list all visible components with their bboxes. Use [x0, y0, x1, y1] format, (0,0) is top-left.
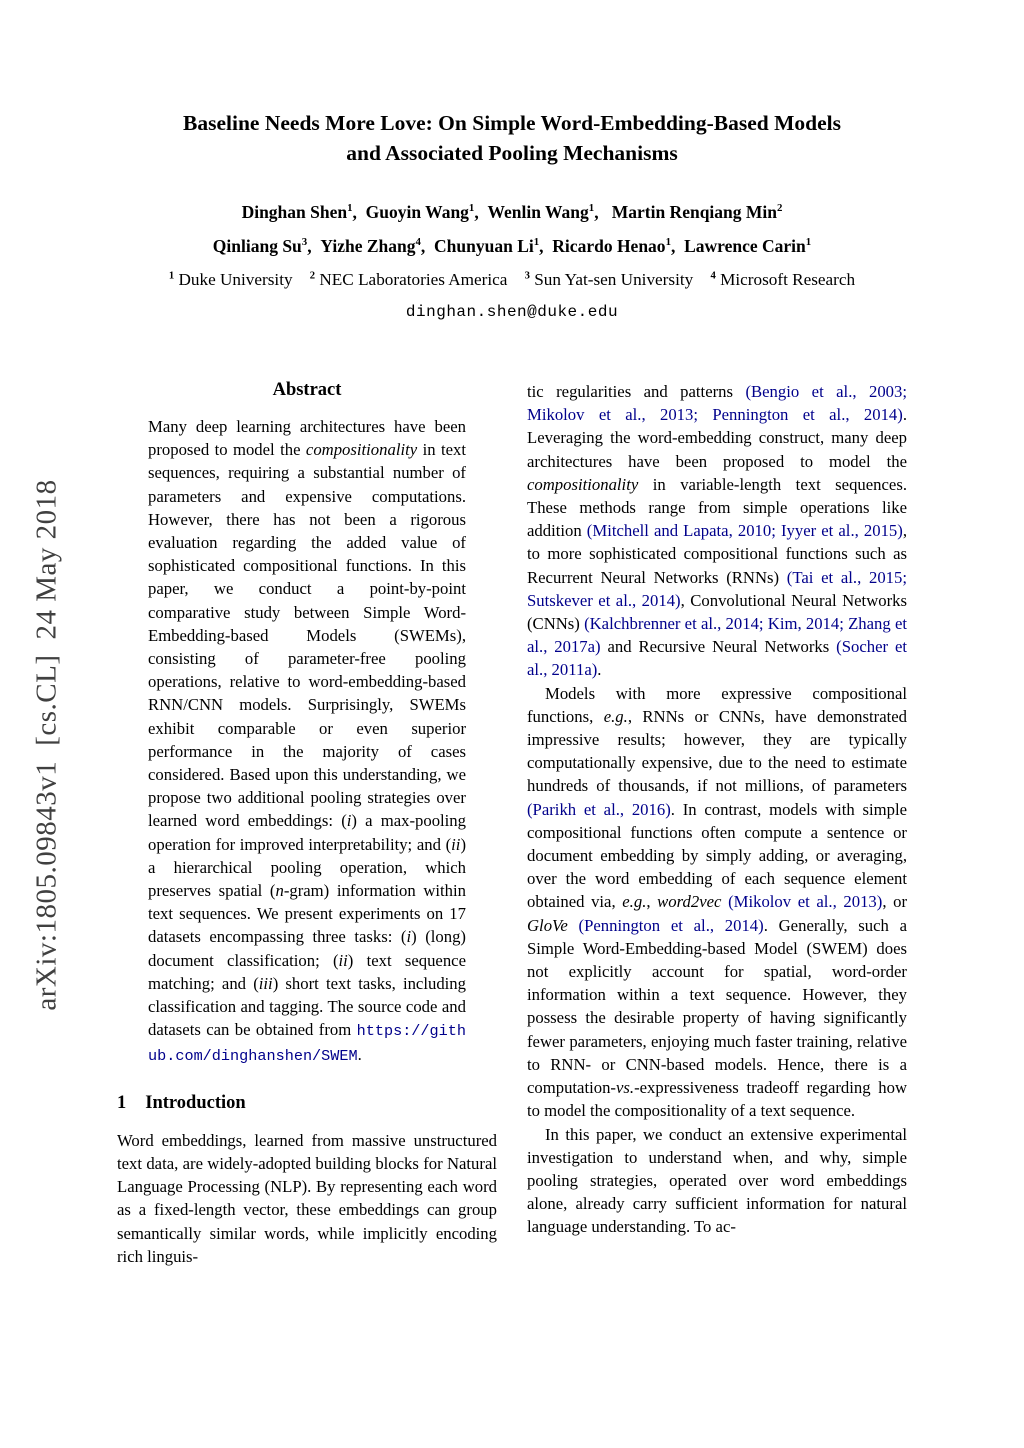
authors-line-1	[0, 202, 1024, 223]
text-run: Microsoft Research	[715, 270, 856, 290]
citation[interactable]: (Kalchbrenner et al., 2014; Kim, 2014; Zhang et al., 2017a)	[527, 614, 908, 657]
text-run: , Chunyuan Li	[420, 236, 534, 257]
text-run: ii	[338, 950, 348, 970]
text-run: . In contrast, models with simple compositional functions often compute a sentence or document embedding by simply adding, or averaging, over the word embedding of each sequence element obtained via,	[527, 799, 907, 912]
citation[interactable]: (Parikh et al., 2016)	[527, 799, 671, 819]
text-run: . Generally, such a Simple Word-Embedding-based Model (SWEM) does not explicitly account for spatial, word-order information within a text sequence. However, they possess the desirable property of having significantly fewer parameters, enjoying much faster training, relative to RNN- or CNN-based models. Hence, there is a computation-	[527, 915, 907, 1098]
text-run: 3	[524, 270, 530, 282]
text-run: , Wenlin Wang	[474, 202, 589, 223]
email-address: dinghan.shen@duke.edu	[405, 303, 619, 322]
arxiv-watermark: arXiv:1805.09843v1 [cs.CL] 24 May 2018	[30, 479, 63, 1011]
text-run: Dinghan Shen	[241, 202, 348, 223]
text-run: 4	[710, 270, 716, 282]
section-number: 1	[117, 1092, 127, 1113]
text-run: ) a hierarchical pooling operation, which preserves spatial (	[148, 834, 466, 901]
citation[interactable]: (Bengio et al., 2003; Mikolov et al., 2013; Pennington et al., 2014)	[527, 382, 907, 425]
text-run: in variable-length text sequences. These methods range from simple operations like addition	[527, 474, 907, 541]
citation[interactable]: (Mikolov et al., 2013)	[728, 892, 883, 912]
intro-paragraph-1	[117, 1129, 497, 1268]
text-run: , Guoyin Wang	[352, 202, 469, 223]
text-run: Models with more expressive compositional functions,	[527, 683, 907, 726]
text-run: 1	[347, 202, 353, 215]
text-run: 1	[468, 202, 475, 215]
text-run: tic regularities and patterns	[527, 382, 746, 401]
text-run: 2	[309, 270, 316, 282]
text-run: . Leveraging the word-embedding construct, many deep architectures have been proposed to model the	[527, 405, 907, 471]
text-run: -gram) information within text sequences. We present experiments on 17 datasets encompassing three tasks: (	[148, 881, 466, 947]
text-run: 2	[777, 202, 783, 215]
text-run: i	[346, 811, 352, 831]
authors-line-2	[0, 236, 1024, 257]
abstract-heading: Abstract	[272, 380, 342, 400]
text-run: compositionality	[527, 474, 639, 494]
hyperlink[interactable]: https://github.com/dinghanshen/SWEM	[148, 1022, 466, 1066]
text-run: Duke University	[174, 270, 310, 290]
section-title: Introduction	[145, 1092, 246, 1113]
text-run: iii	[258, 973, 273, 993]
two-column-body	[117, 380, 907, 1268]
text-run: -expressiveness tradeoff regarding how to model the compositionality of a text sequence.	[527, 1078, 907, 1121]
text-run: ) (long) document classification; (	[148, 927, 466, 970]
citation[interactable]: (Mitchell and Lapata, 2010; Iyyer et al., 2015)	[586, 521, 903, 541]
text-run: , Yizhe Zhang	[307, 236, 416, 257]
paper-header	[0, 108, 1024, 321]
text-run: 3	[301, 236, 308, 249]
text-run: , Martin Renqiang Min	[594, 202, 778, 223]
text-run: , Ricardo Henao	[539, 236, 666, 257]
abstract-paragraph	[148, 415, 466, 1069]
text-run: Many deep learning architectures have been proposed to model the	[148, 417, 466, 460]
text-run: GloVe	[527, 915, 568, 935]
text-run: , RNNs or CNNs, have demonstrated impressive results; however, they are typically computationally expensive, due to the need to estimate hundreds of thousands, if not millions, of parameters	[527, 706, 907, 796]
title-line-1: Baseline Needs More Love: On Simple Word-Embedding-Based Models	[183, 111, 841, 135]
text-run: e.g.	[622, 892, 647, 912]
right-paragraph-2	[527, 682, 907, 1123]
right-paragraph-1	[527, 380, 907, 682]
text-run: ii	[451, 834, 461, 854]
text-run: in text sequences, requiring a substantial number of parameters and expensive computations. However, there has not been a rigorous evaluation regarding the added value of sophisticated compositional functions. In this paper, we conduct a point-by-point comparative study between Simple Word-Embedding-based Models (SWEMs), consisting of parameter-free pooling operations, relative to word-embedding-based RNN/CNN models. Surprisingly, SWEMs exhibit comparable or even superior performance in the majority of cases considered. Based upon this understanding, we propose two additional pooling strategies over learned word embeddings: (	[148, 440, 466, 831]
text-run: In this paper, we conduct an extensive experimental investigation to understand when, and why, simple pooling strategies, operated over word embeddings alone, already carry sufficient information for natural language understanding. To ac-	[527, 1124, 907, 1237]
text-run: Word embeddings, learned from massive unstructured text data, are widely-adopted building blocks for Natural Language Processing (NLP). By representing each word as a fixed-length vector, these embeddings can group semantically similar words, while implicitly encoding rich linguis-	[117, 1130, 497, 1266]
citation[interactable]: (Pennington et al., 2014)	[578, 915, 764, 935]
text-run: , to more sophisticated compositional functions such as Recurrent Neural Networks (RNNs)	[527, 521, 907, 587]
citation[interactable]: (Socher et al., 2011a)	[527, 637, 907, 680]
text-run: i	[406, 927, 412, 947]
text-run: ,	[646, 892, 658, 912]
text-run: 1	[533, 236, 540, 249]
citation[interactable]: (Tai et al., 2015; Sutskever et al., 2014)	[527, 567, 907, 610]
paper-title	[0, 108, 1024, 168]
text-run: .	[357, 1045, 362, 1065]
text-run: NEC Laboratories America	[315, 270, 525, 290]
text-run: vs.	[615, 1078, 635, 1098]
text-run: ) text sequence matching; and (	[148, 950, 466, 993]
text-run: 4	[415, 236, 421, 249]
text-run: , Convolutional Neural Networks (CNNs)	[527, 590, 907, 634]
text-run: .	[597, 660, 602, 680]
text-run: ) a max-pooling operation for improved interpretability; and (	[148, 811, 466, 854]
text-run: 1	[805, 236, 812, 249]
text-run: 1	[665, 236, 671, 249]
right-paragraph-3	[527, 1123, 907, 1239]
text-run: and Recursive Neural Networks	[600, 637, 837, 657]
text-run: n	[275, 881, 284, 901]
section-heading-introduction	[117, 1093, 497, 1114]
text-run: , Lawrence Carin	[670, 236, 806, 257]
text-run: word2vec	[657, 892, 722, 912]
text-run: , or	[882, 892, 908, 912]
text-run: 1	[588, 202, 595, 215]
text-run: 1	[168, 270, 175, 282]
right-column	[527, 380, 907, 1268]
text-run: compositionality	[305, 440, 418, 460]
text-run: Sun Yat-sen University	[529, 270, 711, 290]
text-run: e.g.	[603, 706, 628, 726]
affiliations-line	[0, 270, 1024, 290]
text-run	[568, 916, 579, 935]
left-column	[117, 380, 497, 1268]
title-line-2: and Associated Pooling Mechanisms	[346, 141, 678, 166]
text-run: Qinliang Su	[212, 236, 302, 257]
text-run: ) short text tasks, including classification and tagging. The source code and datasets can be obtained from	[148, 973, 466, 1040]
